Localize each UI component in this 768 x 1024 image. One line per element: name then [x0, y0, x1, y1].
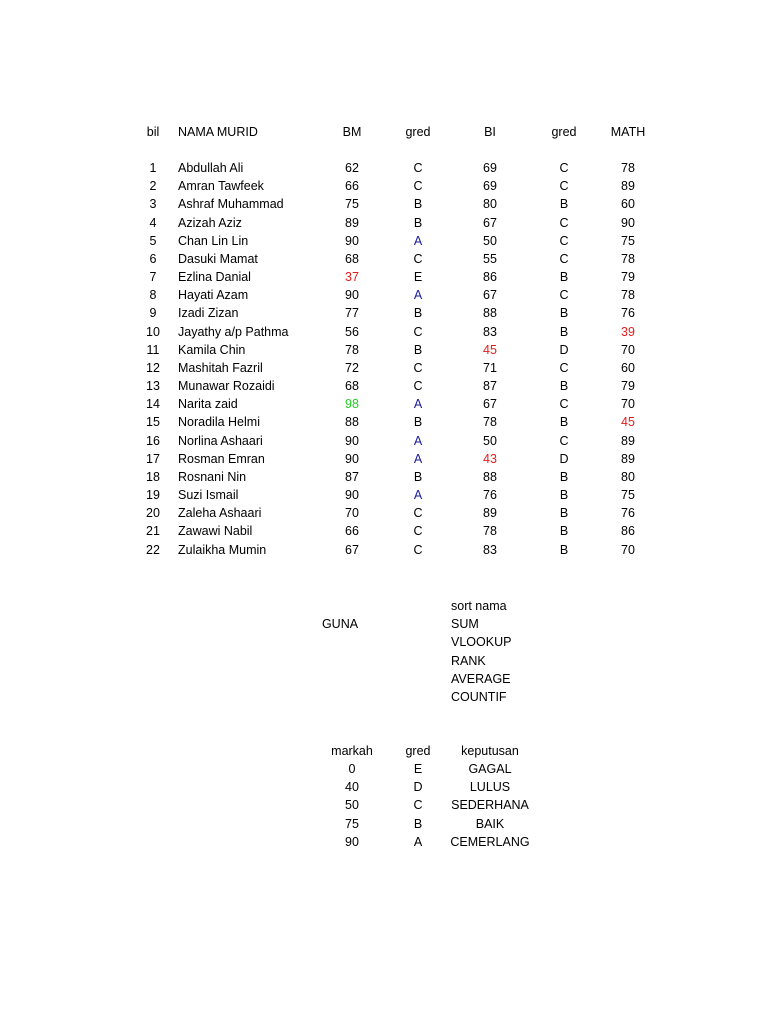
bm-grade: B: [413, 216, 423, 230]
bi-grade: C: [559, 361, 569, 375]
grading-markah: 40: [345, 780, 359, 794]
bi-grade: C: [559, 234, 569, 248]
row-number: 17: [146, 452, 160, 466]
row-number: 22: [146, 543, 160, 557]
bm-mark: 56: [345, 325, 359, 339]
grading-header-keputusan: keputusan: [461, 744, 519, 758]
student-name: Dasuki Mamat: [178, 252, 258, 266]
bi-mark: 71: [483, 361, 497, 375]
bm-mark: 98: [345, 397, 359, 411]
bm-grade: B: [413, 197, 423, 211]
bi-grade: B: [559, 306, 569, 320]
row-number: 15: [146, 415, 160, 429]
bi-mark: 69: [483, 161, 497, 175]
bi-mark: 76: [483, 488, 497, 502]
bi-grade: D: [559, 452, 569, 466]
bm-mark: 78: [345, 343, 359, 357]
bm-grade: C: [413, 252, 423, 266]
math-mark: 89: [621, 434, 635, 448]
bm-mark: 77: [345, 306, 359, 320]
bi-grade: B: [559, 488, 569, 502]
header-gred-bm: gred: [405, 125, 431, 139]
math-mark: 86: [621, 524, 635, 538]
bi-mark: 55: [483, 252, 497, 266]
student-name: Chan Lin Lin: [178, 234, 249, 248]
bm-grade: E: [413, 270, 423, 284]
row-number: 20: [146, 506, 160, 520]
student-name: Zulaikha Mumin: [178, 543, 267, 557]
bm-mark: 37: [345, 270, 359, 284]
bi-grade: C: [559, 216, 569, 230]
row-number: 7: [149, 270, 157, 284]
bm-grade: A: [413, 234, 423, 248]
bi-mark: 43: [483, 452, 497, 466]
grading-markah: 90: [345, 835, 359, 849]
bi-mark: 50: [483, 234, 497, 248]
bi-mark: 69: [483, 179, 497, 193]
guna-item: VLOOKUP: [451, 635, 512, 649]
bm-mark: 88: [345, 415, 359, 429]
row-number: 2: [149, 179, 157, 193]
bi-grade: B: [559, 270, 569, 284]
bi-grade: C: [559, 161, 569, 175]
bm-mark: 75: [345, 197, 359, 211]
bi-grade: C: [559, 252, 569, 266]
bm-mark: 89: [345, 216, 359, 230]
student-name: Hayati Azam: [178, 288, 249, 302]
grading-gred: B: [413, 817, 423, 831]
grading-header-gred: gred: [405, 744, 431, 758]
bi-grade: D: [559, 343, 569, 357]
bi-grade: C: [559, 397, 569, 411]
row-number: 5: [149, 234, 157, 248]
grading-gred: D: [413, 780, 423, 794]
bm-mark: 90: [345, 288, 359, 302]
row-number: 21: [146, 524, 160, 538]
student-name: Munawar Rozaidi: [178, 379, 275, 393]
guna-item: SUM: [451, 617, 479, 631]
bm-mark: 90: [345, 234, 359, 248]
math-mark: 78: [621, 161, 635, 175]
bm-grade: C: [413, 361, 423, 375]
bm-mark: 90: [345, 452, 359, 466]
row-number: 8: [149, 288, 157, 302]
bi-mark: 89: [483, 506, 497, 520]
grading-gred: A: [413, 835, 423, 849]
row-number: 12: [146, 361, 160, 375]
grading-gred: E: [413, 762, 423, 776]
bm-mark: 68: [345, 252, 359, 266]
bm-mark: 66: [345, 179, 359, 193]
header-math: MATH: [610, 125, 646, 139]
bi-grade: B: [559, 524, 569, 538]
grading-keputusan: CEMERLANG: [450, 835, 530, 849]
bm-mark: 66: [345, 524, 359, 538]
math-mark: 75: [621, 488, 635, 502]
bm-grade: A: [413, 288, 423, 302]
row-number: 18: [146, 470, 160, 484]
student-name: Narita zaid: [178, 397, 238, 411]
bi-mark: 88: [483, 470, 497, 484]
bm-grade: A: [413, 397, 423, 411]
student-name: Azizah Aziz: [178, 216, 242, 230]
student-name: Norlina Ashaari: [178, 434, 263, 448]
student-name: Amran Tawfeek: [178, 179, 264, 193]
student-name: Rosman Emran: [178, 452, 265, 466]
bm-mark: 68: [345, 379, 359, 393]
bm-grade: C: [413, 161, 423, 175]
bm-grade: C: [413, 524, 423, 538]
math-mark: 70: [621, 343, 635, 357]
row-number: 13: [146, 379, 160, 393]
guna-item: COUNTIF: [451, 690, 507, 704]
math-mark: 78: [621, 252, 635, 266]
student-name: Zawawi Nabil: [178, 524, 253, 538]
bi-grade: B: [559, 197, 569, 211]
bm-mark: 87: [345, 470, 359, 484]
bm-grade: C: [413, 543, 423, 557]
bm-mark: 72: [345, 361, 359, 375]
header-nama-murid: NAMA MURID: [178, 125, 258, 139]
row-number: 16: [146, 434, 160, 448]
bi-mark: 86: [483, 270, 497, 284]
student-name: Ashraf Muhammad: [178, 197, 284, 211]
student-name: Ezlina Danial: [178, 270, 251, 284]
bm-grade: A: [413, 452, 423, 466]
student-name: Kamila Chin: [178, 343, 246, 357]
math-mark: 78: [621, 288, 635, 302]
math-mark: 75: [621, 234, 635, 248]
student-name: Mashitah Fazril: [178, 361, 263, 375]
row-number: 4: [149, 216, 157, 230]
bm-grade: C: [413, 325, 423, 339]
student-name: Zaleha Ashaari: [178, 506, 262, 520]
math-mark: 45: [621, 415, 635, 429]
bm-mark: 90: [345, 488, 359, 502]
bm-grade: B: [413, 415, 423, 429]
bi-mark: 67: [483, 216, 497, 230]
bm-grade: B: [413, 343, 423, 357]
bi-grade: B: [559, 506, 569, 520]
bm-grade: B: [413, 306, 423, 320]
student-name: Abdullah Ali: [178, 161, 244, 175]
bi-mark: 78: [483, 415, 497, 429]
math-mark: 70: [621, 543, 635, 557]
bi-mark: 87: [483, 379, 497, 393]
student-name: Jayathy a/p Pathma: [178, 325, 289, 339]
header-gred-bi: gred: [551, 125, 577, 139]
student-name: Noradila Helmi: [178, 415, 260, 429]
student-name: Rosnani Nin: [178, 470, 247, 484]
bm-grade: C: [413, 379, 423, 393]
bi-grade: C: [559, 288, 569, 302]
math-mark: 89: [621, 452, 635, 466]
header-bil: bil: [146, 125, 160, 139]
bm-grade: B: [413, 470, 423, 484]
bi-mark: 67: [483, 288, 497, 302]
grading-keputusan: GAGAL: [468, 762, 512, 776]
bi-grade: C: [559, 434, 569, 448]
grading-markah: 75: [345, 817, 359, 831]
bm-mark: 70: [345, 506, 359, 520]
row-number: 1: [149, 161, 157, 175]
bm-mark: 62: [345, 161, 359, 175]
bi-mark: 83: [483, 325, 497, 339]
bm-grade: C: [413, 506, 423, 520]
row-number: 9: [149, 306, 157, 320]
row-number: 6: [149, 252, 157, 266]
header-bi: BI: [484, 125, 496, 139]
bm-mark: 90: [345, 434, 359, 448]
row-number: 3: [149, 197, 157, 211]
student-name: Suzi Ismail: [178, 488, 239, 502]
bi-grade: B: [559, 415, 569, 429]
bm-grade: A: [413, 434, 423, 448]
math-mark: 70: [621, 397, 635, 411]
bi-grade: B: [559, 543, 569, 557]
grading-markah: 50: [345, 798, 359, 812]
guna-item: AVERAGE: [451, 672, 511, 686]
grading-keputusan: SEDERHANA: [451, 798, 529, 812]
bi-mark: 83: [483, 543, 497, 557]
bi-mark: 45: [483, 343, 497, 357]
row-number: 11: [146, 343, 160, 357]
guna-item: RANK: [451, 654, 486, 668]
math-mark: 60: [621, 361, 635, 375]
grading-keputusan: LULUS: [469, 780, 511, 794]
grading-gred: C: [413, 798, 423, 812]
student-name: Izadi Zizan: [178, 306, 239, 320]
bi-grade: C: [559, 179, 569, 193]
row-number: 10: [146, 325, 160, 339]
guna-label: GUNA: [321, 617, 359, 631]
bm-grade: A: [413, 488, 423, 502]
bm-mark: 67: [345, 543, 359, 557]
math-mark: 79: [621, 270, 635, 284]
math-mark: 76: [621, 306, 635, 320]
bi-mark: 78: [483, 524, 497, 538]
guna-item: sort nama: [451, 599, 507, 613]
bi-mark: 50: [483, 434, 497, 448]
row-number: 19: [146, 488, 160, 502]
grading-header-markah: markah: [331, 744, 373, 758]
bm-grade: C: [413, 179, 423, 193]
row-number: 14: [146, 397, 160, 411]
math-mark: 89: [621, 179, 635, 193]
math-mark: 39: [621, 325, 635, 339]
grading-markah: 0: [348, 762, 356, 776]
math-mark: 90: [621, 216, 635, 230]
bi-mark: 67: [483, 397, 497, 411]
bi-grade: B: [559, 470, 569, 484]
math-mark: 76: [621, 506, 635, 520]
header-bm: BM: [342, 125, 362, 139]
math-mark: 60: [621, 197, 635, 211]
math-mark: 80: [621, 470, 635, 484]
bi-grade: B: [559, 379, 569, 393]
bi-mark: 80: [483, 197, 497, 211]
math-mark: 79: [621, 379, 635, 393]
bi-mark: 88: [483, 306, 497, 320]
grading-keputusan: BAIK: [475, 817, 505, 831]
bi-grade: B: [559, 325, 569, 339]
